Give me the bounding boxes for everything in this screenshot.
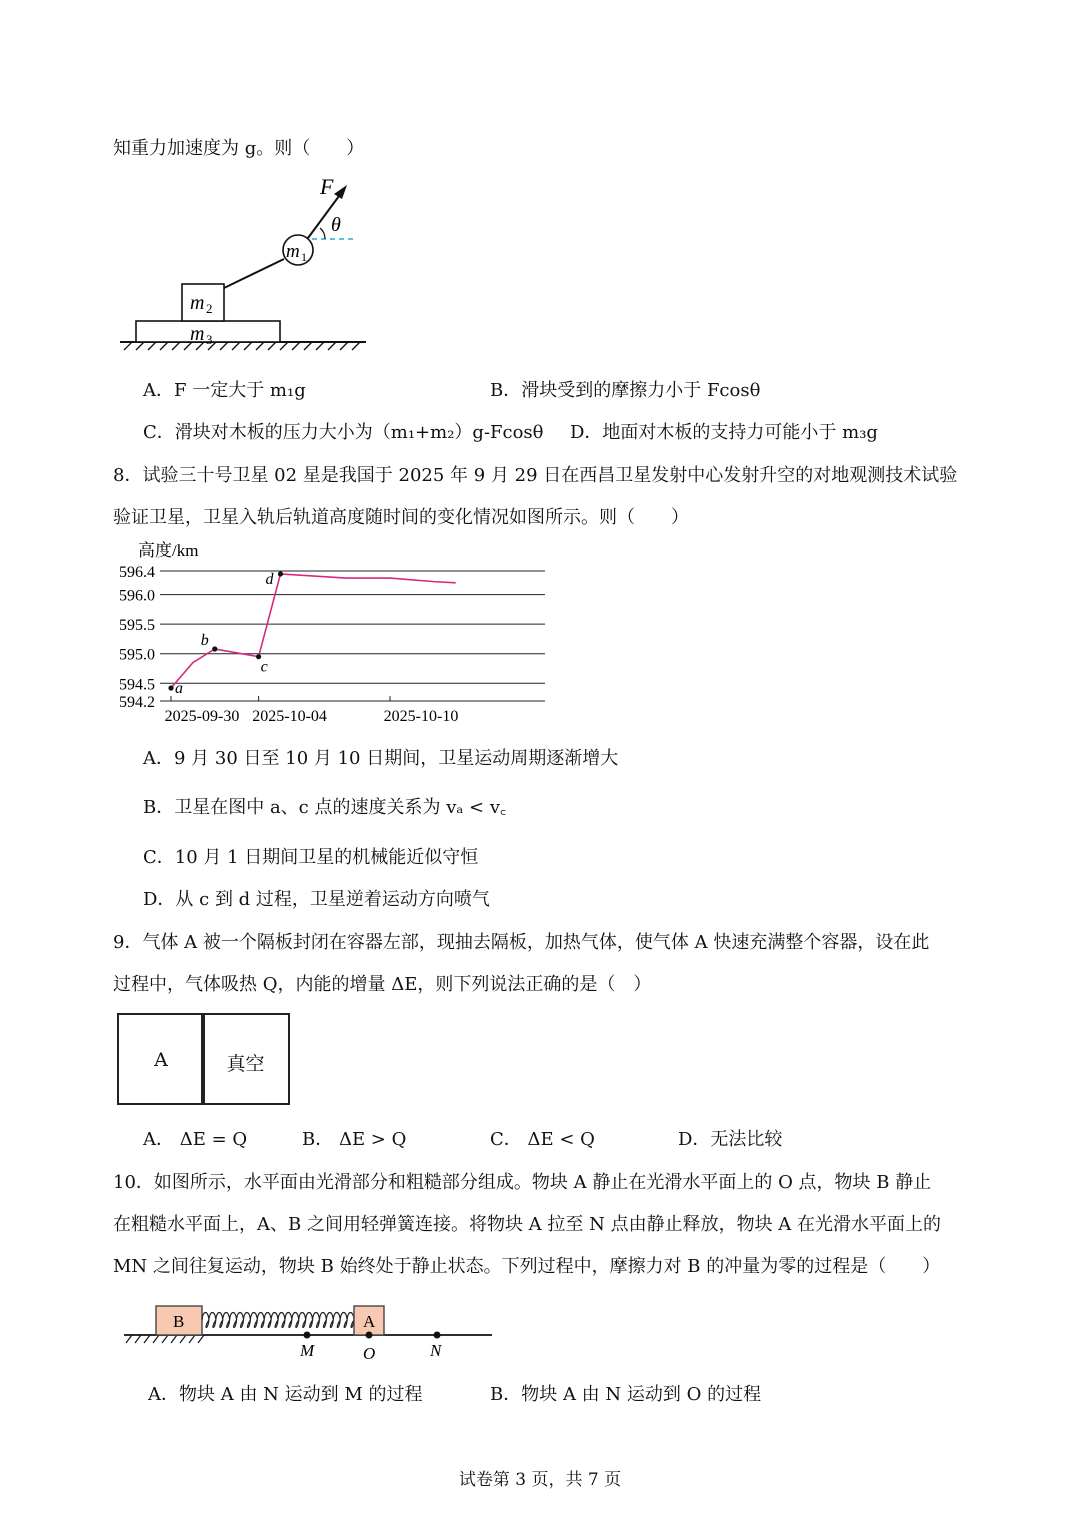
q7-option-a: A．F 一定大于 m₁g [143, 380, 306, 401]
q9-stem-line2: 过程中，气体吸热 Q，内能的增量 ΔE，则下列说法正确的是（ ） [113, 974, 652, 995]
rope [224, 259, 284, 288]
q10-option-a: A．物块 A 由 N 运动到 M 的过程 [148, 1384, 423, 1405]
y-tick-1: 596.0 [119, 587, 155, 605]
spring [202, 1313, 354, 1328]
q9-option-d: D．无法比较 [678, 1129, 783, 1150]
point-m-dot [304, 1332, 311, 1339]
point-a [168, 685, 173, 690]
ball-sub: 1 [301, 250, 307, 264]
q7-option-d: D．地面对木板的支持力可能小于 m₃g [570, 422, 878, 443]
x-tick-0: 2025-09-30 [164, 708, 240, 725]
page-footer: 试卷第 3 页，共 7 页 [458, 1470, 622, 1490]
gas-a-label: A [154, 1049, 168, 1071]
chart-ylabel: 高度/km [138, 541, 199, 560]
point-n-label: N [430, 1341, 442, 1360]
series-line [171, 574, 456, 688]
q9-stem-line1: 9．气体 A 被一个隔板封闭在容器左部，现抽去隔板，加热气体，使气体 A 快速充满整个容器，设在此 [113, 932, 930, 953]
angle-arc [320, 228, 325, 239]
y-tick-5: 594.2 [119, 694, 155, 711]
q8-option-a: A．9 月 30 日至 10 月 10 日期间，卫星运动周期逐渐增大 [143, 748, 619, 769]
point-label-d: d [265, 570, 274, 588]
ball-label: m [286, 241, 300, 262]
point-label-b: b [200, 632, 209, 649]
container-right-part [201, 1013, 290, 1105]
container-left-part [117, 1013, 205, 1105]
angle-label: θ [331, 214, 341, 236]
q10-stem-line2: 在粗糙水平面上，A、B 之间用轻弹簧连接。将物块 A 拉至 N 点由静止释放，物块 A 在光滑水平面上的 [113, 1214, 942, 1235]
q7-stem-tail: 知重力加速度为 g。则（ ） [113, 138, 365, 159]
point-d [278, 571, 283, 576]
chart-grid [160, 571, 545, 701]
point-n-dot [434, 1332, 441, 1339]
q7-diagram [118, 170, 378, 355]
board-label: m [190, 323, 205, 345]
y-tick-3: 595.0 [119, 646, 155, 664]
spring-diagram [122, 1298, 497, 1362]
chart-x-ticks [165, 696, 459, 725]
point-o-dot [366, 1332, 373, 1339]
q7-option-b: B．滑块受到的摩擦力小于 Fcosθ [490, 380, 761, 401]
q8-stem-line1: 8．试验三十号卫星 02 星是我国于 2025 年 9 月 29 日在西昌卫星发射中心发射升空的对地观测技术试验 [113, 465, 958, 486]
q8-stem-line2: 验证卫星，卫星入轨后轨道高度随时间的变化情况如图所示。则（ ） [113, 507, 689, 528]
q8-option-c: C．10 月 1 日期间卫星的机械能近似守恒 [143, 847, 479, 868]
point-m-label: M [300, 1341, 315, 1360]
q8-option-b: B．卫星在图中 a、c 点的速度关系为 vₐ < v꜀ [143, 797, 507, 818]
x-tick-2: 2025-10-10 [383, 708, 459, 725]
chart-points [168, 571, 283, 697]
point-o-label: O [363, 1344, 376, 1362]
q10-option-b: B．物块 A 由 N 运动到 O 的过程 [490, 1384, 762, 1405]
block-label: m [190, 292, 205, 314]
y-tick-2: 595.5 [119, 617, 155, 635]
force-label: F [320, 174, 334, 199]
block-sub: 2 [206, 301, 213, 316]
ground-hatch [124, 342, 360, 350]
force-arrowhead [334, 185, 347, 199]
orbit-height-chart [105, 538, 555, 728]
y-tick-0: 596.4 [119, 564, 155, 581]
q10-stem-line3: MN 之间往复运动，物块 B 始终处于静止状态。下列过程中，摩擦力对 B 的冲量为零的过程是（ ） [113, 1256, 941, 1277]
q9-option-a: A． ΔE = Q [143, 1129, 248, 1150]
rough-surface-hatch [126, 1335, 204, 1343]
q9-option-c: C． ΔE < Q [490, 1129, 595, 1150]
chart-series [171, 574, 456, 688]
q7-option-c: C．滑块对木板的压力大小为（m₁+m₂）g-Fcosθ [143, 422, 544, 443]
point-label-a: a [175, 680, 183, 697]
chart-y-ticks [119, 564, 155, 711]
q8-option-d: D．从 c 到 d 过程，卫星逆着运动方向喷气 [143, 889, 490, 910]
point-label-c: c [260, 658, 268, 676]
board-sub: 3 [206, 332, 213, 347]
block-b-label: B [173, 1312, 185, 1331]
q9-option-b: B． ΔE > Q [302, 1129, 407, 1150]
y-tick-4: 594.5 [119, 676, 155, 694]
q10-stem-line1: 10．如图所示，水平面由光滑部分和粗糙部分组成。物块 A 静止在光滑水平面上的 O 点，物块 B 静止 [113, 1172, 932, 1193]
point-b [212, 646, 217, 651]
block-a-label: A [363, 1312, 376, 1331]
vacuum-label: 真空 [226, 1053, 265, 1075]
x-tick-1: 2025-10-04 [252, 708, 327, 725]
